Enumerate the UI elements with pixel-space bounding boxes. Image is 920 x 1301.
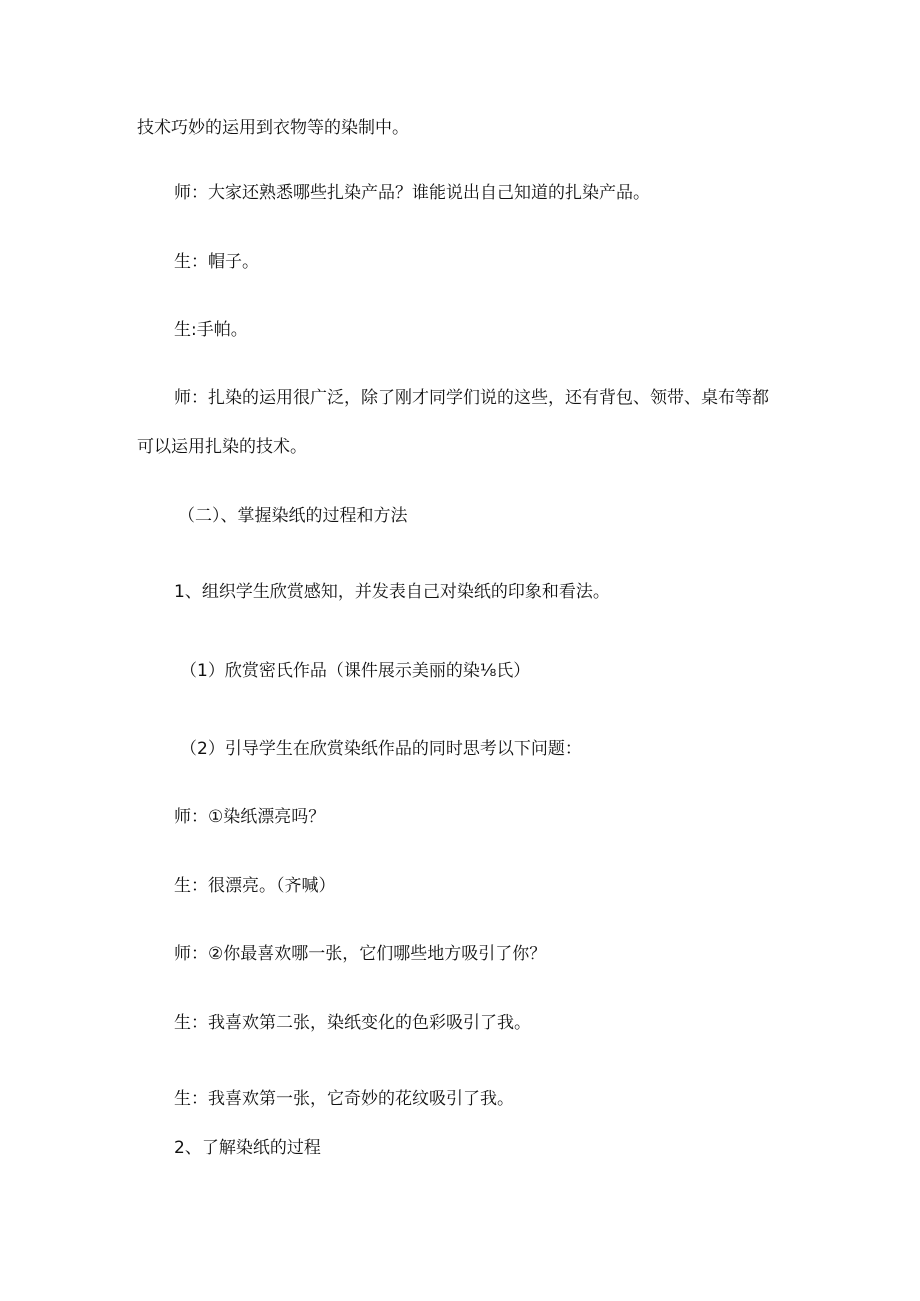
- teacher-question-1: 师：①染纸漂亮吗？: [174, 807, 326, 827]
- paragraph-continuation: 技术巧妙的运用到衣物等的染制中。: [137, 118, 409, 138]
- step-1-heading: 1、组织学生欣赏感知，并发表自己对染纸的印象和看法。: [174, 582, 610, 602]
- student-answer-hat: 生：帽子。: [174, 252, 259, 272]
- student-answer-1: 生：很漂亮。（齐喊）: [174, 876, 336, 896]
- student-answer-2: 生：我喜欢第二张，染纸变化的色彩吸引了我。: [174, 1013, 531, 1033]
- sub-step-2: （2）引导学生在欣赏染纸作品的同时思考以下问题：: [180, 739, 582, 759]
- section-heading-2: （二）、掌握染纸的过程和方法: [178, 506, 408, 526]
- teacher-explanation-line-2: 可以运用扎染的技术。: [137, 437, 307, 457]
- teacher-question-products: 师：大家还熟悉哪些扎染产品？谁能说出自己知道的扎染产品。: [174, 183, 650, 203]
- sub-step-1: （1）欣赏密氏作品（课件展示美丽的染⅛氏）: [180, 661, 531, 681]
- step-2-heading: 2、了解染纸的过程: [174, 1138, 321, 1158]
- student-answer-handkerchief: 生:手帕。: [174, 320, 248, 340]
- student-answer-3: 生：我喜欢第一张，它奇妙的花纹吸引了我。: [174, 1089, 514, 1109]
- teacher-explanation-line-1: 师：扎染的运用很广泛，除了刚才同学们说的这些，还有背包、领带、桌布等都: [174, 388, 769, 408]
- teacher-question-2: 师：②你最喜欢哪一张，它们哪些地方吸引了你？: [174, 944, 547, 964]
